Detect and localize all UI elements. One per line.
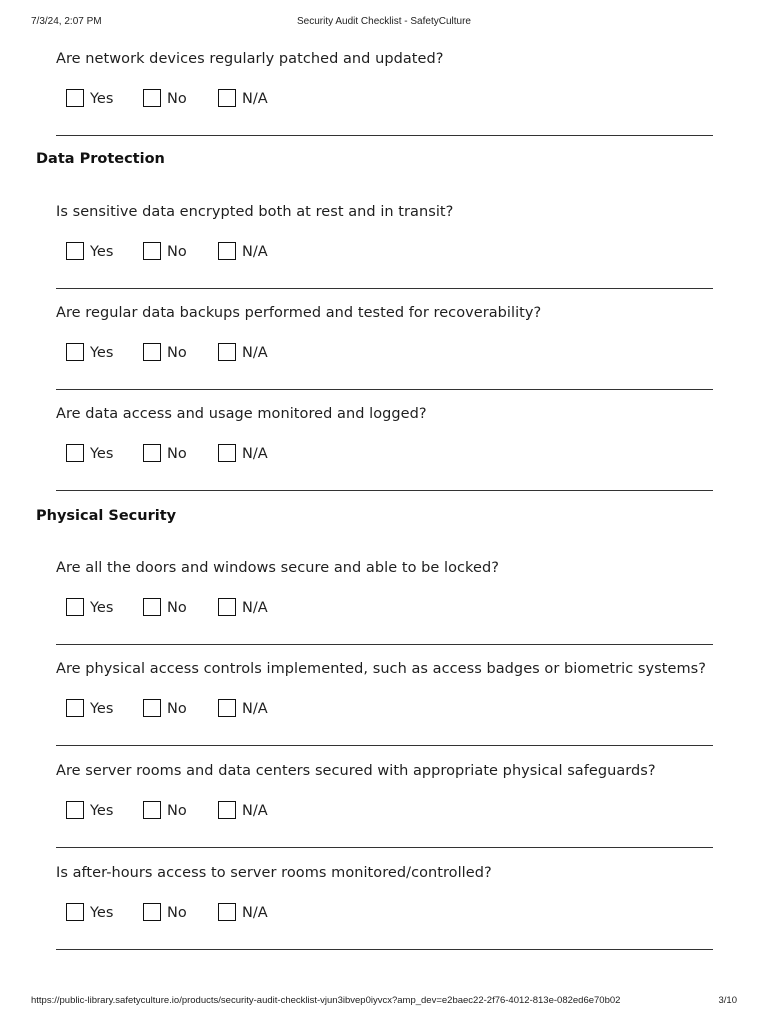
checkbox[interactable] — [143, 903, 161, 921]
question-text: Are server rooms and data centers secured with appropriate physical safeguards? — [56, 763, 656, 779]
checkbox[interactable] — [218, 801, 236, 819]
checkbox[interactable] — [66, 343, 84, 361]
option-label: No — [167, 701, 187, 717]
divider — [56, 389, 713, 390]
answer-options — [66, 242, 326, 264]
divider — [56, 745, 713, 746]
question-text: Are all the doors and windows secure and able to be locked? — [56, 560, 499, 576]
option-label: Yes — [90, 905, 114, 921]
checkbox[interactable] — [66, 598, 84, 616]
option-label: No — [167, 91, 187, 107]
question-text: Are regular data backups performed and tested for recoverability? — [56, 305, 542, 321]
option-label: No — [167, 446, 187, 462]
checkbox[interactable] — [218, 598, 236, 616]
checkbox[interactable] — [66, 89, 84, 107]
checkbox[interactable] — [143, 444, 161, 462]
print-footer — [0, 995, 768, 1009]
question-text: Are physical access controls implemented, such as access badges or biometric systems? — [56, 661, 706, 677]
option-label: Yes — [90, 446, 114, 462]
answer-options — [66, 444, 326, 466]
question-text: Are network devices regularly patched and updated? — [56, 51, 444, 67]
divider — [56, 847, 713, 848]
option-label: Yes — [90, 345, 114, 361]
option-label: N/A — [242, 345, 268, 361]
option-label: N/A — [242, 244, 268, 260]
divider — [56, 288, 713, 289]
answer-options — [66, 699, 326, 721]
divider — [56, 949, 713, 950]
checkbox[interactable] — [218, 343, 236, 361]
answer-options — [66, 343, 326, 365]
print-datetime: 7/3/24, 2:07 PM — [31, 16, 102, 27]
option-label: N/A — [242, 91, 268, 107]
option-label: No — [167, 345, 187, 361]
option-label: N/A — [242, 701, 268, 717]
checkbox[interactable] — [66, 801, 84, 819]
question-text: Is sensitive data encrypted both at rest and in transit? — [56, 204, 454, 220]
answer-options — [66, 903, 326, 925]
option-label: N/A — [242, 600, 268, 616]
divider — [56, 490, 713, 491]
option-label: Yes — [90, 244, 114, 260]
answer-options — [66, 801, 326, 823]
checkbox[interactable] — [218, 242, 236, 260]
checkbox[interactable] — [218, 444, 236, 462]
answer-options — [66, 89, 326, 111]
print-title: Security Audit Checklist - SafetyCulture — [297, 16, 471, 27]
divider — [56, 135, 713, 136]
checkbox[interactable] — [66, 242, 84, 260]
option-label: No — [167, 905, 187, 921]
option-label: Yes — [90, 600, 114, 616]
divider — [56, 644, 713, 645]
checkbox[interactable] — [143, 242, 161, 260]
option-label: N/A — [242, 905, 268, 921]
checkbox[interactable] — [218, 699, 236, 717]
checkbox[interactable] — [218, 903, 236, 921]
option-label: N/A — [242, 803, 268, 819]
checkbox[interactable] — [66, 699, 84, 717]
checkbox[interactable] — [66, 903, 84, 921]
section-title: Physical Security — [36, 508, 177, 524]
option-label: Yes — [90, 91, 114, 107]
option-label: No — [167, 803, 187, 819]
page-url: https://public-library.safetyculture.io/products/security-audit-checklist-vjun3ibvep0iyvcx?amp_dev=e2baec22-2f76-4012-813e-082ed6e70b02 — [31, 995, 621, 1006]
option-label: Yes — [90, 803, 114, 819]
option-label: N/A — [242, 446, 268, 462]
checkbox[interactable] — [218, 89, 236, 107]
section-title: Data Protection — [36, 151, 165, 167]
page-number: 3/10 — [718, 995, 737, 1006]
option-label: No — [167, 244, 187, 260]
checkbox[interactable] — [143, 89, 161, 107]
checkbox[interactable] — [143, 598, 161, 616]
checkbox[interactable] — [143, 801, 161, 819]
question-text: Are data access and usage monitored and logged? — [56, 406, 427, 422]
answer-options — [66, 598, 326, 620]
option-label: Yes — [90, 701, 114, 717]
checkbox[interactable] — [143, 699, 161, 717]
option-label: No — [167, 600, 187, 616]
question-text: Is after-hours access to server rooms monitored/controlled? — [56, 865, 492, 881]
checkbox[interactable] — [66, 444, 84, 462]
checkbox[interactable] — [143, 343, 161, 361]
